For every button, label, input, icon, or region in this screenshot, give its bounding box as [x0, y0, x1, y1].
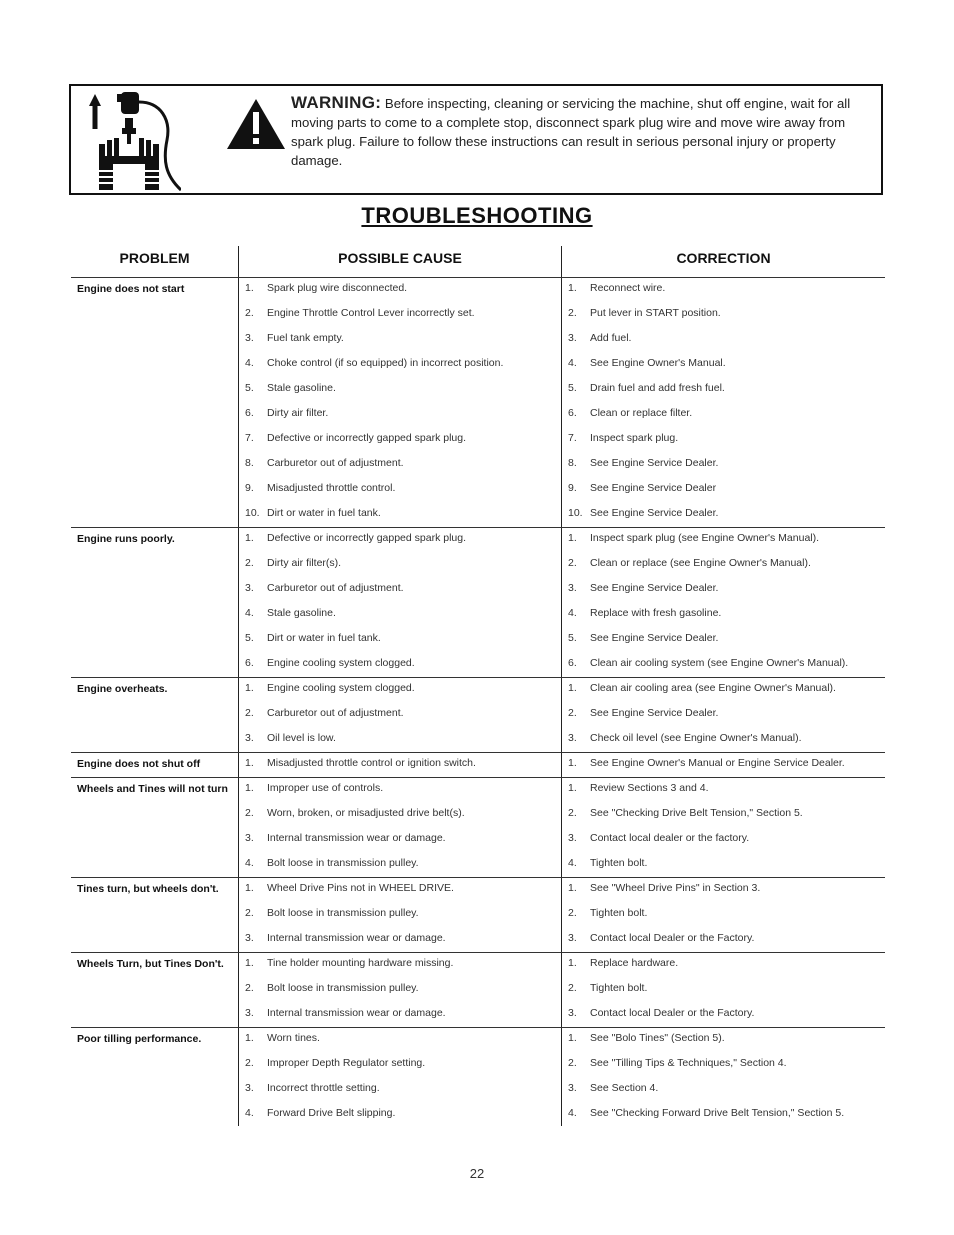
warning-box — [69, 84, 883, 195]
cause-number: 8. — [245, 457, 254, 469]
table-row — [71, 628, 885, 653]
table-row — [71, 878, 885, 903]
correction-number: 1. — [568, 282, 577, 294]
table-row — [71, 353, 885, 378]
correction-text: See "Tilling Tips & Techniques," Section 4. — [590, 1057, 787, 1069]
cause-number: 3. — [245, 732, 254, 744]
problem-group — [71, 277, 885, 528]
cause-text: Spark plug wire disconnected. — [267, 282, 408, 294]
correction-text: Tighten bolt. — [590, 857, 648, 869]
problem-group — [71, 677, 885, 753]
correction-number: 3. — [568, 1007, 577, 1019]
correction-text: Add fuel. — [590, 332, 632, 344]
correction-number: 1. — [568, 757, 577, 769]
correction-text: Replace with fresh gasoline. — [590, 607, 722, 619]
table-row — [71, 928, 885, 953]
cause-text: Stale gasoline. — [267, 607, 336, 619]
correction-text: Put lever in START position. — [590, 307, 721, 319]
problem-group — [71, 777, 885, 878]
cause-text: Carburetor out of adjustment. — [267, 707, 404, 719]
correction-number: 4. — [568, 607, 577, 619]
table-row — [71, 528, 885, 553]
cause-number: 7. — [245, 432, 254, 444]
table-row — [71, 903, 885, 928]
cause-number: 2. — [245, 557, 254, 569]
cause-text: Engine cooling system clogged. — [267, 657, 415, 669]
correction-number: 2. — [568, 807, 577, 819]
correction-number: 3. — [568, 1082, 577, 1094]
cause-text: Tine holder mounting hardware missing. — [267, 957, 454, 969]
cause-number: 6. — [245, 657, 254, 669]
header-correction: CORRECTION — [676, 250, 771, 266]
cause-text: Defective or incorrectly gapped spark plug. — [267, 432, 467, 444]
correction-text: Check oil level (see Engine Owner's Manual). — [590, 732, 802, 744]
correction-text: Review Sections 3 and 4. — [590, 782, 709, 794]
correction-number: 6. — [568, 407, 577, 419]
cause-number: 1. — [245, 782, 254, 794]
cause-text: Defective or incorrectly gapped spark plug. — [267, 532, 467, 544]
cause-number: 3. — [245, 932, 254, 944]
cause-text: Carburetor out of adjustment. — [267, 582, 404, 594]
cause-text: Internal transmission wear or damage. — [267, 832, 446, 844]
correction-text: Reconnect wire. — [590, 282, 666, 294]
correction-number: 1. — [568, 532, 577, 544]
cause-text: Improper Depth Regulator setting. — [267, 1057, 426, 1069]
problem-group — [71, 952, 885, 1028]
correction-text: Tighten bolt. — [590, 907, 648, 919]
correction-number: 1. — [568, 682, 577, 694]
table-row — [71, 678, 885, 703]
cause-text: Oil level is low. — [267, 732, 336, 744]
cause-number: 3. — [245, 1007, 254, 1019]
cause-number: 4. — [245, 857, 254, 869]
correction-number: 9. — [568, 482, 577, 494]
table-row — [71, 1078, 885, 1103]
problem-group — [71, 1027, 885, 1128]
correction-number: 3. — [568, 932, 577, 944]
cause-text: Engine Throttle Control Lever incorrectly set. — [267, 307, 475, 319]
correction-number: 3. — [568, 332, 577, 344]
header-problem: PROBLEM — [119, 250, 190, 266]
problem-label: Engine overheats. — [77, 683, 168, 695]
problem-group — [71, 527, 885, 678]
alert-triangle-icon — [226, 98, 286, 150]
cause-number: 1. — [245, 957, 254, 969]
cause-text: Fuel tank empty. — [267, 332, 344, 344]
table-row — [71, 803, 885, 828]
warning-body: Before inspecting, cleaning or servicing the machine, shut off engine, wait for all moving parts to come to a complete stop, disconnect spark plug wire and move wire away from spark plug. Failure to follow these instructions can result in serious personal injury or property damage. — [291, 96, 851, 168]
cause-text: Worn tines. — [267, 1032, 320, 1044]
problem-label: Wheels and Tines will not turn — [77, 783, 228, 795]
correction-text: See Engine Service Dealer — [590, 482, 717, 494]
cause-number: 2. — [245, 307, 254, 319]
table-row — [71, 378, 885, 403]
cause-text: Dirt or water in fuel tank. — [267, 632, 381, 644]
correction-number: 1. — [568, 882, 577, 894]
cause-text: Internal transmission wear or damage. — [267, 1007, 446, 1019]
table-row — [71, 303, 885, 328]
correction-text: Replace hardware. — [590, 957, 679, 969]
cause-text: Bolt loose in transmission pulley. — [267, 907, 419, 919]
cause-number: 2. — [245, 807, 254, 819]
cause-text: Internal transmission wear or damage. — [267, 932, 446, 944]
table-row — [71, 653, 885, 678]
table-row — [71, 753, 885, 778]
cause-text: Bolt loose in transmission pulley. — [267, 857, 419, 869]
correction-number: 5. — [568, 632, 577, 644]
problem-group — [71, 877, 885, 953]
correction-number: 10. — [568, 507, 583, 519]
correction-number: 2. — [568, 907, 577, 919]
cause-text: Worn, broken, or misadjusted drive belt(s). — [267, 807, 465, 819]
cause-text: Stale gasoline. — [267, 382, 336, 394]
correction-number: 7. — [568, 432, 577, 444]
correction-text: See "Wheel Drive Pins" in Section 3. — [590, 882, 761, 894]
table-row — [71, 1028, 885, 1053]
correction-text: Drain fuel and add fresh fuel. — [590, 382, 725, 394]
correction-text: Inspect spark plug. — [590, 432, 679, 444]
table-row — [71, 1053, 885, 1078]
cause-number: 2. — [245, 707, 254, 719]
table-row — [71, 478, 885, 503]
cause-number: 1. — [245, 532, 254, 544]
cause-number: 6. — [245, 407, 254, 419]
correction-text: See "Checking Forward Drive Belt Tension," Section 5. — [590, 1107, 845, 1119]
page-title: TROUBLESHOOTING — [361, 203, 593, 228]
problem-label: Engine does not shut off — [77, 758, 201, 770]
cause-text: Incorrect throttle setting. — [267, 1082, 380, 1094]
table-row — [71, 278, 885, 303]
problem-label: Engine runs poorly. — [77, 533, 175, 545]
cause-text: Dirt or water in fuel tank. — [267, 507, 381, 519]
table-row — [71, 703, 885, 728]
cause-number: 5. — [245, 382, 254, 394]
correction-number: 6. — [568, 657, 577, 669]
correction-text: Clean air cooling area (see Engine Owner's Manual). — [590, 682, 836, 694]
cause-number: 4. — [245, 607, 254, 619]
correction-text: See Engine Service Dealer. — [590, 457, 719, 469]
table-row — [71, 603, 885, 628]
correction-number: 1. — [568, 957, 577, 969]
cause-number: 1. — [245, 282, 254, 294]
cause-text: Misadjusted throttle control. — [267, 482, 396, 494]
cause-number: 3. — [245, 582, 254, 594]
cause-number: 1. — [245, 757, 254, 769]
problem-group — [71, 752, 885, 778]
correction-number: 3. — [568, 832, 577, 844]
disconnect-spark-plug-icon — [81, 90, 181, 192]
cause-number: 2. — [245, 907, 254, 919]
warning-message — [291, 93, 881, 170]
table-row — [71, 453, 885, 478]
correction-number: 2. — [568, 707, 577, 719]
table-row — [71, 328, 885, 353]
correction-text: Contact local Dealer or the Factory. — [590, 1007, 755, 1019]
correction-text: Tighten bolt. — [590, 982, 648, 994]
cause-text: Dirty air filter. — [267, 407, 329, 419]
cause-number: 1. — [245, 882, 254, 894]
cause-number: 3. — [245, 332, 254, 344]
table-row — [71, 853, 885, 878]
correction-number: 2. — [568, 982, 577, 994]
correction-number: 2. — [568, 307, 577, 319]
problem-label: Engine does not start — [77, 283, 185, 295]
correction-text: See Engine Service Dealer. — [590, 582, 719, 594]
correction-number: 4. — [568, 357, 577, 369]
correction-text: Contact local dealer or the factory. — [590, 832, 750, 844]
cause-text: Bolt loose in transmission pulley. — [267, 982, 419, 994]
cause-number: 4. — [245, 1107, 254, 1119]
correction-number: 1. — [568, 1032, 577, 1044]
cause-number: 3. — [245, 832, 254, 844]
cause-text: Dirty air filter(s). — [267, 557, 342, 569]
cause-text: Engine cooling system clogged. — [267, 682, 415, 694]
cause-number: 1. — [245, 1032, 254, 1044]
cause-number: 2. — [245, 982, 254, 994]
cause-text: Carburetor out of adjustment. — [267, 457, 404, 469]
correction-number: 1. — [568, 782, 577, 794]
cause-number: 4. — [245, 357, 254, 369]
problem-label: Wheels Turn, but Tines Don't. — [77, 958, 224, 970]
correction-text: Clean or replace (see Engine Owner's Manual). — [590, 557, 811, 569]
table-row — [71, 428, 885, 453]
table-row — [71, 553, 885, 578]
problem-label: Poor tilling performance. — [77, 1033, 202, 1045]
correction-text: See Engine Service Dealer. — [590, 632, 719, 644]
table-row — [71, 578, 885, 603]
correction-text: See Engine Owner's Manual or Engine Service Dealer. — [590, 757, 845, 769]
table-row — [71, 778, 885, 803]
cause-number: 9. — [245, 482, 254, 494]
correction-text: Inspect spark plug (see Engine Owner's Manual). — [590, 532, 820, 544]
correction-number: 3. — [568, 582, 577, 594]
cause-number: 2. — [245, 1057, 254, 1069]
table-row — [71, 403, 885, 428]
header-possible-cause: POSSIBLE CAUSE — [338, 250, 462, 266]
table-row — [71, 828, 885, 853]
correction-text: See Engine Owner's Manual. — [590, 357, 726, 369]
correction-number: 2. — [568, 1057, 577, 1069]
correction-number: 3. — [568, 732, 577, 744]
page-number: 22 — [469, 1166, 485, 1181]
correction-number: 8. — [568, 457, 577, 469]
cause-text: Improper use of controls. — [267, 782, 384, 794]
table-row — [71, 728, 885, 753]
problem-label: Tines turn, but wheels don't. — [77, 883, 219, 895]
correction-number: 4. — [568, 857, 577, 869]
cause-text: Choke control (if so equipped) in incorrect position. — [267, 357, 504, 369]
cause-number: 5. — [245, 632, 254, 644]
correction-text: See Engine Service Dealer. — [590, 707, 719, 719]
warning-label: WARNING: — [291, 93, 382, 112]
cause-number: 1. — [245, 682, 254, 694]
cause-text: Wheel Drive Pins not in WHEEL DRIVE. — [267, 882, 454, 894]
correction-text: See Engine Service Dealer. — [590, 507, 719, 519]
correction-text: Clean air cooling system (see Engine Owner's Manual). — [590, 657, 849, 669]
cause-number: 10. — [245, 507, 260, 519]
correction-text: See Section 4. — [590, 1082, 659, 1094]
correction-text: See "Bolo Tines" (Section 5). — [590, 1032, 725, 1044]
table-row — [71, 978, 885, 1003]
table-row — [71, 1103, 885, 1128]
cause-text: Forward Drive Belt slipping. — [267, 1107, 396, 1119]
table-row — [71, 1003, 885, 1028]
table-row — [71, 503, 885, 528]
correction-number: 4. — [568, 1107, 577, 1119]
table-row — [71, 953, 885, 978]
cause-number: 3. — [245, 1082, 254, 1094]
correction-number: 5. — [568, 382, 577, 394]
cause-text: Misadjusted throttle control or ignition switch. — [267, 757, 476, 769]
correction-text: See "Checking Drive Belt Tension," Section 5. — [590, 807, 803, 819]
correction-text: Clean or replace filter. — [590, 407, 693, 419]
correction-number: 2. — [568, 557, 577, 569]
correction-text: Contact local Dealer or the Factory. — [590, 932, 755, 944]
